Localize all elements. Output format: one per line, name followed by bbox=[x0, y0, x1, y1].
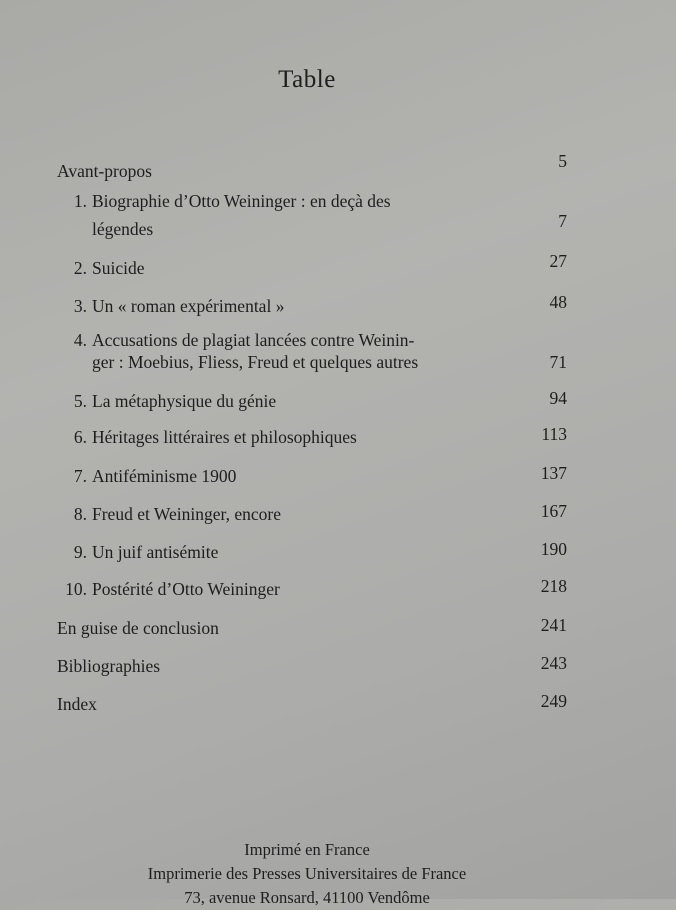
toc-entry-number: 4. bbox=[73, 330, 87, 350]
toc-entry-page: 218 bbox=[540, 576, 567, 596]
toc-entry-page: 27 bbox=[549, 251, 567, 271]
colophon-line-1: Imprimé en France bbox=[244, 840, 370, 859]
toc-entry-text: Un « roman expérimental » bbox=[92, 296, 285, 316]
toc-entry-page: 167 bbox=[540, 501, 567, 521]
toc-entry-text-continued: légendes bbox=[92, 219, 154, 239]
toc-entry-page: 190 bbox=[540, 539, 567, 559]
toc-entry-text: Index bbox=[57, 694, 97, 714]
printer-colophon bbox=[0, 838, 614, 910]
toc-entry-text: En guise de conclusion bbox=[57, 618, 219, 638]
toc-entry-number: 5. bbox=[73, 391, 87, 411]
colophon-line-3: 73, avenue Ronsard, 41100 Vendôme bbox=[184, 888, 430, 907]
toc-entry-number: 7. bbox=[73, 466, 87, 486]
toc-entry-page: 249 bbox=[540, 691, 567, 711]
toc-entry-page: 241 bbox=[540, 615, 567, 635]
toc-entry-page: 243 bbox=[540, 653, 567, 673]
toc-entry-page: 7 bbox=[558, 211, 567, 231]
toc-entry-text: Biographie d’Otto Weininger : en deçà des bbox=[92, 191, 391, 211]
toc-entry-text: Suicide bbox=[92, 258, 145, 278]
toc-entry-page: 48 bbox=[549, 292, 567, 312]
toc-entry-text: Avant-propos bbox=[57, 161, 152, 181]
toc-entry-page: 94 bbox=[549, 388, 567, 408]
toc-entry-text: Antiféminisme 1900 bbox=[92, 466, 237, 486]
page-title: Table bbox=[278, 66, 336, 93]
toc-entry-page: 113 bbox=[541, 424, 567, 444]
toc-entry-text: La métaphysique du génie bbox=[92, 391, 277, 411]
toc-entry-number: 10. bbox=[65, 579, 87, 599]
toc-entry-text: Postérité d’Otto Weininger bbox=[92, 579, 280, 599]
toc-entry-page: 137 bbox=[540, 463, 567, 483]
toc-entry-number: 1. bbox=[73, 191, 87, 211]
toc-entry-page: 71 bbox=[549, 352, 567, 372]
toc-entry-number: 9. bbox=[73, 542, 87, 562]
toc-entry-text: Un juif antisémite bbox=[92, 542, 219, 562]
toc-entry-text: Freud et Weininger, encore bbox=[92, 504, 282, 524]
toc-entry-text: Accusations de plagiat lancées contre Weinin- bbox=[92, 330, 415, 350]
toc-entry-text: Bibliographies bbox=[57, 656, 161, 676]
toc-entry-number: 3. bbox=[73, 296, 87, 316]
colophon-line-2: Imprimerie des Presses Universitaires de France bbox=[147, 864, 467, 883]
toc-entry-number: 2. bbox=[73, 258, 87, 278]
toc-entry-number: 6. bbox=[73, 427, 87, 447]
toc-entry-text-continued: ger : Moebius, Fliess, Freud et quelques autres bbox=[92, 352, 419, 372]
toc-entry-text: Héritages littéraires et philosophiques bbox=[92, 427, 357, 447]
toc-entry-page: 5 bbox=[558, 151, 567, 171]
toc-entry-number: 8. bbox=[73, 504, 87, 524]
